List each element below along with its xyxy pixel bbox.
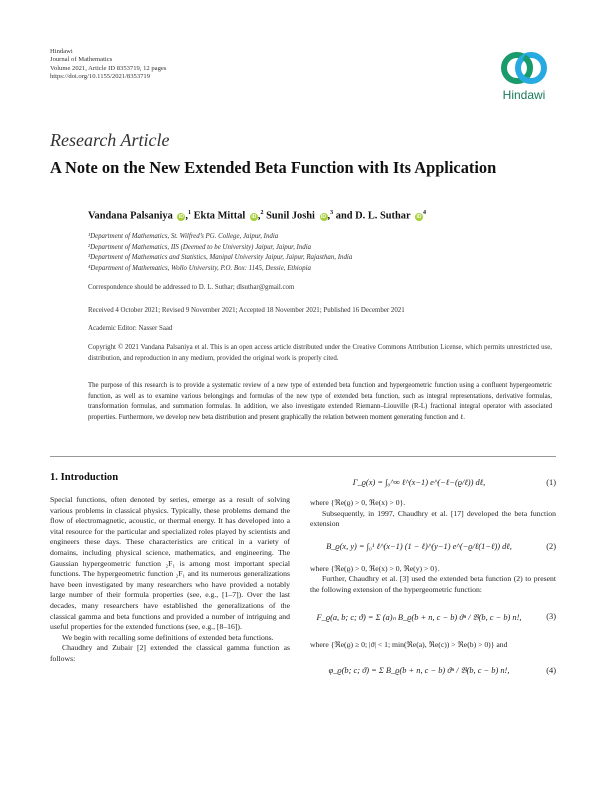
author-name[interactable]: Sunil Joshi: [266, 210, 315, 222]
author-name[interactable]: D. L. Suthar: [355, 210, 411, 222]
copyright-notice: Copyright © 2021 Vandana Palsaniya et al. This is an open access article distributed under the Creative Commons Attribution License, which permits unrestricted use, distribution, and reproduction in any medium, provided the original work is properly cited.: [88, 344, 552, 362]
affiliation: ⁴Department of Mathematics, Wollo University, P.O. Box: 1145, Dessie, Ethiopia: [88, 264, 311, 272]
abstract: The purpose of this research is to provide a systematic review of a new type of extended beta function and hypergeometric function using a confluent hypergeometric function, as well as to examine various belongings and formulas of the new type of extended beta function, such as integral representations, derivative formulas, transformation formulas, and summation formulas. In addition, we also investigate extended Riemann–Liouville (R-L) fractional integral operator with associated properties. Furthermore, we develop new beta distribution and present graphically the relation between moment generating function and ℓ.: [88, 382, 552, 421]
orcid-icon[interactable]: iD: [416, 214, 422, 221]
academic-editor: Academic Editor: Nasser Saad: [88, 325, 173, 332]
affiliation: ²Department of Mathematics, IIS (Deemed to be University) Jaipur, Jaipur, India: [88, 243, 312, 251]
masthead: [50, 48, 166, 82]
paragraph: Further, Chaudhry et al. [3] used the extended beta function (2) to present the following extension of the hypergeometric function:: [310, 574, 556, 594]
equation-number: (4): [546, 666, 556, 676]
paragraph: where {ℜe(ϱ) > 0, ℜe(x) > 0}.: [310, 498, 406, 507]
orcid-icon[interactable]: iD: [321, 214, 327, 221]
hindawi-rings-icon: [492, 48, 556, 88]
article-type: Research Article: [50, 130, 170, 150]
volume-info: Volume 2021, Article ID 8353719, 12 pages: [50, 64, 167, 72]
paragraph: Subsequently, in 1997, Chaudhry et al. [17] developed the beta function extension: [310, 508, 556, 529]
logo-text: Hindawi: [502, 88, 546, 102]
affiliation: ³Department of Mathematics and Statistics, Manipal University Jaipur, Jaipur, Rajasthan, India: [88, 254, 353, 262]
equation-number: (3): [546, 611, 556, 621]
affiliation: ¹Department of Mathematics, St. Wilfred’s PG. College, Jaipur, India: [88, 233, 279, 240]
doi-link[interactable]: https://doi.org/10.1155/2021/8353719: [50, 73, 151, 81]
publisher: Hindawi: [50, 48, 73, 55]
dates: Received 4 October 2021; Revised 9 November 2021; Accepted 18 November 2021; Published 16 December 2021: [88, 307, 405, 314]
orcid-icon[interactable]: iD: [178, 214, 184, 221]
right-column: [310, 470, 556, 694]
equation-2: B_ϱ(x, y) = ∫₀¹ ℓ^(x−1) (1 − ℓ)^(y−1) e^(−ϱ/ℓ(1−ℓ)) dℓ, (2): [326, 541, 556, 551]
correspondence: Correspondence should be addressed to D. L. Suthar; dlsuthar@gmail.com: [88, 284, 295, 291]
paragraph: Special functions, often denoted by series, emerge as a result of solving various problems in classical physics. Typically, these problems demand the flow of electromagnetic, acoustic, or thermal energy. It has developed into a vital resource for the particular and specialized roles played by scientists and engineers these days. These characteristics are critical in a variety of domains, including physical science, mathematics, and engineering. The Gaussian hypergeometric function ₂F₁ is among most important special functions. The hypergeometric function ₂F₁ and its numerous generalizations have been investigated by many researchers who have provided a notably large number of their formula properties (see, e.g., [1–7]). Over the last decades, many researchers have established the generalizations of the classical gamma and beta functions and provided a number of intriguing and useful properties for the extended functions (see, e.g., [8–16]).: [50, 495, 290, 632]
paragraph: where {ℜe(ϱ) > 0, ℜe(x) > 0, ℜe(y) > 0}.: [310, 563, 440, 573]
divider: [50, 456, 556, 457]
equation-3: F_ϱ(a, b; c; ϑ) = Σ (a)ₙ B_ϱ(b + n, c − b) ϑⁿ / 𝔅(b, c − b) n!, (3): [316, 611, 556, 622]
author-name[interactable]: Vandana Palsaniya: [88, 210, 173, 222]
author-name[interactable]: Ekta Mittal: [193, 210, 246, 222]
article-title: A Note on the New Extended Beta Function with Its Application: [50, 158, 497, 177]
author-list: Vandana Palsaniya iD ,$^1$ Ekta Mittal iD ,$^2$ Sunil Joshi iD ,$^3$ and D. L. Suthar iD $^4$: [88, 210, 426, 222]
paragraph: Chaudhry and Zubair [2] extended the classical gamma function as follows:: [50, 643, 290, 663]
equation-number: (1): [546, 478, 556, 487]
equation-4: φ_ϱ(b; c; ϑ) = Σ B_ϱ(b + n, c − b) ϑⁿ / 𝔅(b, c − b) n!, (4): [328, 666, 556, 676]
paragraph: where {ℜe(ϱ) ≥ 0; |ϑ| < 1; min(ℜe(a), ℜe(c)) > ℜe(b) > 0)} and: [310, 639, 508, 649]
paragraph: We begin with recalling some definitions of extended beta functions.: [62, 632, 274, 642]
section-heading: 1. Introduction: [50, 472, 119, 483]
left-column: [50, 472, 290, 665]
affiliations: [88, 232, 352, 274]
journal-name: Journal of Mathematics: [50, 56, 113, 64]
equation-number: (2): [546, 541, 556, 551]
hindawi-logo: [492, 48, 556, 104]
orcid-icon[interactable]: iD: [251, 214, 257, 221]
equation-1: Γ_ϱ(x) = ∫₀^∞ ℓ^(x−1) e^(−ℓ−(ϱ/ℓ)) dℓ, (1): [352, 478, 556, 487]
